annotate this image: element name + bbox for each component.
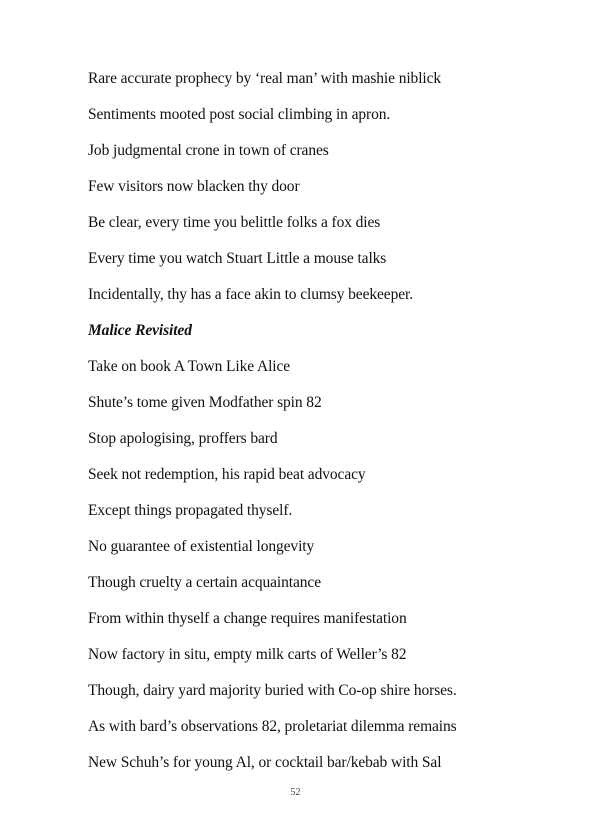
poem-line: New Schuh’s for young Al, or cocktail bar/kebab with Sal	[88, 754, 442, 771]
poem-line: Incidentally, thy has a face akin to clumsy beekeeper.	[88, 286, 413, 303]
poem-line: No guarantee of existential longevity	[88, 538, 315, 555]
poem-line: Seek not redemption, his rapid beat advocacy	[88, 466, 366, 483]
poem-line: Except things propagated thyself.	[88, 502, 293, 519]
poem-line: Now factory in situ, empty milk carts of Weller’s 82	[88, 646, 407, 663]
poem-line: Be clear, every time you belittle folks a fox dies	[88, 214, 381, 231]
poem-line: Shute’s tome given Modfather spin 82	[88, 394, 322, 411]
page-number: 52	[290, 787, 301, 798]
poem-line: Rare accurate prophecy by ‘real man’ with mashie niblick	[88, 70, 442, 87]
poem-line: Take on book A Town Like Alice	[88, 358, 291, 375]
poem-line: Job judgmental crone in town of cranes	[88, 142, 329, 159]
poem-line: As with bard’s observations 82, proletariat dilemma remains	[88, 718, 457, 735]
poem-title: Malice Revisited	[88, 322, 192, 339]
poem-line: Few visitors now blacken thy door	[88, 178, 300, 195]
poem-line: Stop apologising, proffers bard	[88, 430, 278, 447]
poem-line: Sentiments mooted post social climbing in apron.	[88, 106, 391, 123]
poem-body	[88, 67, 457, 787]
poem-line: Though, dairy yard majority buried with Co-op shire horses.	[88, 682, 457, 699]
poem-line: Though cruelty a certain acquaintance	[88, 574, 321, 591]
poem-line: From within thyself a change requires manifestation	[88, 610, 407, 627]
poem-line: Every time you watch Stuart Little a mouse talks	[88, 250, 387, 267]
